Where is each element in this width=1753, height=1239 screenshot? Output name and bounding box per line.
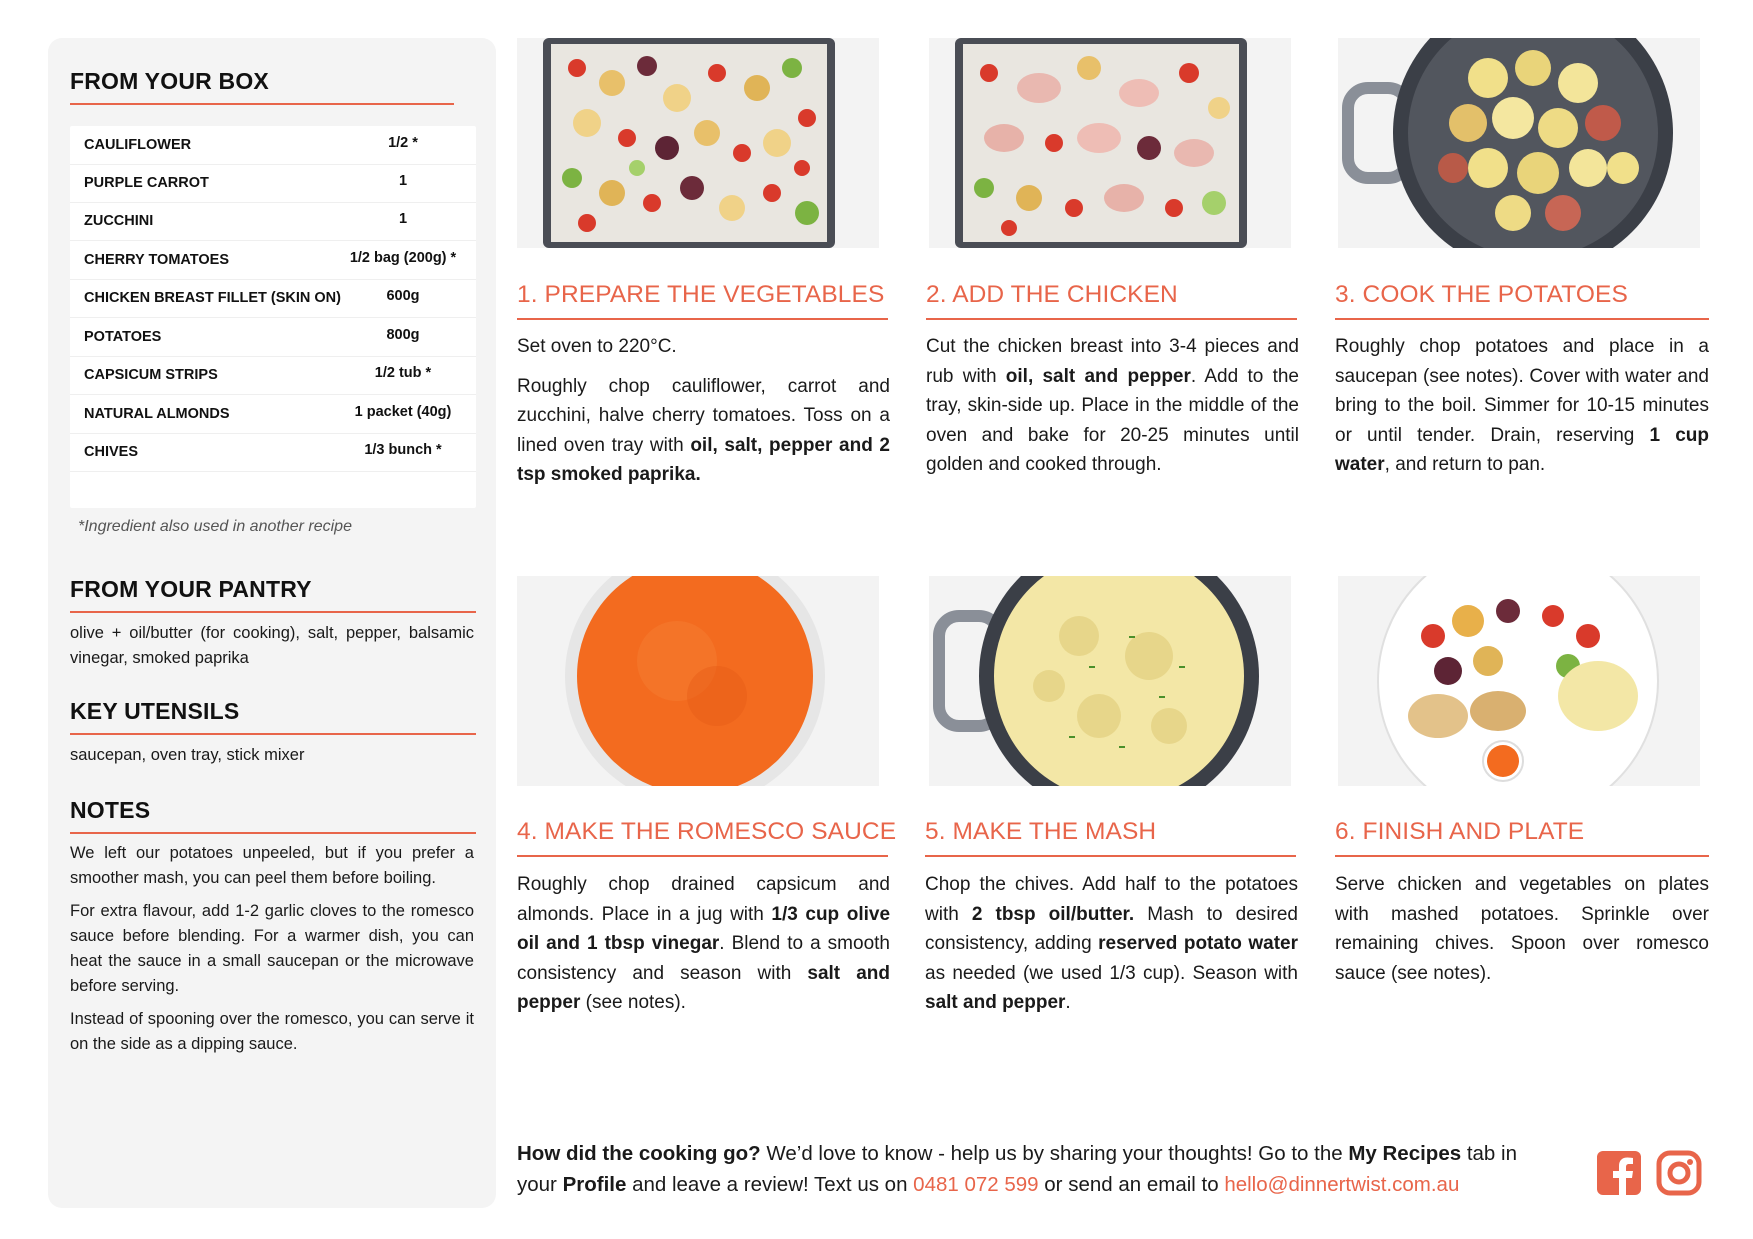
step-2-photo [929,38,1291,248]
ingredient-qty: 1/2 bag (200g) * [349,250,457,266]
divider [70,103,454,105]
ingredient-name: NATURAL ALMONDS [84,406,230,422]
table-row [70,356,476,395]
text-run: We’d love to know - help us by sharing your thoughts! Go to the [760,1142,1349,1165]
emphasis-text: 1/3 cup olive oil and 1 tbsp vinegar [517,903,891,954]
emphasis-text: How did the cooking go? [517,1142,761,1165]
ingredient-name: CAULIFLOWER [84,137,192,153]
ingredient-name: POTATOES [84,329,162,345]
text-run: Serve chicken and vegetables on plates with mashed potatoes. Sprinkle over remaining chives. Spoon over romesco sauce (see notes). [1335,874,1709,984]
instruction-paragraph [517,870,890,1018]
review-prompt [517,1138,1557,1200]
ingredient-qty: 1/2 tub * [374,365,432,381]
text-run: tab in your [517,1142,1517,1196]
divider [517,855,888,857]
note-paragraph: We left our potatoes unpeeled, but if you prefer a smoother mash, you can peel them before boiling. [70,844,474,887]
text-run: Roughly chop drained capsicum and almonds. Place in a jug with [517,874,890,925]
note-paragraph: For extra flavour, add 1-2 garlic cloves to the romesco sauce before blending. For a warmer dish, you can heat the sauce in a small saucepan or the microwave before serving. [70,902,474,995]
ingredient-name: CHERRY TOMATOES [84,252,230,268]
step-3-instructions [1335,332,1709,490]
instruction-paragraph [925,870,1298,1018]
contact-link[interactable]: hello@dinnertwist.com.au [1224,1173,1460,1196]
step-1-photo [517,38,879,248]
divider [1335,318,1709,320]
text-run: (see notes). [580,992,686,1013]
instruction-paragraph [926,332,1299,480]
step-3-title: 3. COOK THE POTATOES [1335,281,1628,308]
divider [1335,855,1709,857]
text-run: . Add to the tray, skin-side up. Place in the middle of the oven and bake for 20-25 minutes until golden and cooked through. [926,365,1299,475]
emphasis-text: salt and pepper [517,962,890,1013]
step-4-instructions [517,870,890,1028]
instruction-paragraph [517,332,890,362]
emphasis-text: 1 cup water [1335,424,1710,475]
text-run: Cut the chicken breast into 3-4 pieces and rub with [926,336,1299,387]
ingredient-name: PURPLE CARROT [84,175,209,191]
step-1-instructions [517,332,890,500]
instruction-paragraph [1335,870,1709,988]
emphasis-text: My Recipes [1348,1142,1462,1165]
text-run: Mash to desired consistency, adding [925,903,1298,954]
divider [70,733,476,735]
ingredient-qty: 1 [398,173,408,189]
ingredient-qty: 1/2 * [388,135,418,151]
emphasis-text: salt and pepper [925,992,1066,1013]
step-6-instructions [1335,870,1709,998]
table-row [70,279,476,318]
divider [70,611,476,613]
step-6-photo [1338,576,1700,786]
instruction-paragraph [517,372,890,490]
table-row [70,202,476,241]
step-3-photo [1338,38,1700,248]
ingredient-qty: 1/3 bunch * [364,442,442,458]
table-row [70,241,476,280]
step-4-title: 4. MAKE THE ROMESCO SAUCE [517,818,897,845]
instagram-icon[interactable] [1656,1150,1702,1196]
step-4-photo [517,576,879,786]
step-5-title: 5. MAKE THE MASH [925,818,1157,845]
emphasis-text: Profile [562,1173,627,1196]
ingredients-table [70,126,476,508]
emphasis-text: 2 tbsp oil/butter. [971,903,1135,925]
step-5-photo [929,576,1291,786]
divider [925,855,1296,857]
step-1-title: 1. PREPARE THE VEGETABLES [517,281,885,308]
contact-link[interactable]: 0481 072 599 [913,1173,1039,1196]
text-run: Roughly chop potatoes and place in a saucepan (see notes). Cover with water and bring to the boil. Simmer for 10-15 minutes or until tender. Drain, reserving [1335,336,1709,446]
text-run: Roughly chop cauliflower, carrot and zucchini, halve cherry tomatoes. Toss on a lined oven tray with [517,375,890,456]
ingredient-qty: 600g [386,288,420,304]
table-row [70,126,476,165]
ingredient-name: CAPSICUM STRIPS [84,367,218,383]
note-paragraph: Instead of spooning over the romesco, you can serve it on the side as a dipping sauce. [70,1010,474,1053]
table-row [70,318,476,357]
box-heading: FROM YOUR BOX [70,68,269,94]
text-run: Set oven to 220°C. [517,336,677,357]
emphasis-text: oil, salt and pepper [1005,365,1191,387]
divider [517,318,888,320]
ingredient-name: ZUCCHINI [84,213,154,229]
table-row [70,433,476,472]
notes-heading: NOTES [70,797,151,823]
text-run: . [1065,992,1071,1013]
step-6-title: 6. FINISH AND PLATE [1335,818,1585,845]
step-2-instructions [926,332,1299,490]
ingredient-qty: 1 [398,211,408,227]
text-run: , and return to pan. [1384,454,1546,475]
step-5-instructions [925,870,1298,1028]
table-row [70,395,476,434]
pantry-heading: FROM YOUR PANTRY [70,576,312,602]
emphasis-text: oil, salt, pepper and 2 tsp smoked paprika. [517,434,890,485]
text-run: and leave a review! Text us on [626,1173,914,1196]
divider [926,318,1297,320]
utensils-heading: KEY UTENSILS [70,698,240,724]
text-run: . Blend to a smooth consistency and season with [517,933,890,984]
emphasis-text: reserved potato water [1098,933,1298,954]
footnote: *Ingredient also used in another recipe [78,518,352,535]
text-run: Chop the chives. Add half to the potatoes with [925,874,1298,925]
sidebar-panel [48,38,496,1208]
ingredient-name: CHICKEN BREAST FILLET (SKIN ON) [84,290,341,306]
instruction-paragraph [1335,332,1709,480]
text-run: as needed (we used 1/3 cup). Season with [925,962,1298,984]
ingredient-name: CHIVES [84,444,138,460]
utensils-text: saucepan, oven tray, stick mixer [70,746,305,764]
ingredient-qty: 1 packet (40g) [354,404,452,420]
step-2-title: 2. ADD THE CHICKEN [926,281,1178,308]
table-row [70,164,476,203]
text-run: or send an email to [1038,1173,1225,1196]
divider [70,832,476,834]
facebook-icon[interactable] [1596,1150,1642,1196]
pantry-text: olive + oil/butter (for cooking), salt, pepper, balsamic vinegar, smoked paprika [70,624,474,667]
ingredient-qty: 800g [386,327,420,343]
